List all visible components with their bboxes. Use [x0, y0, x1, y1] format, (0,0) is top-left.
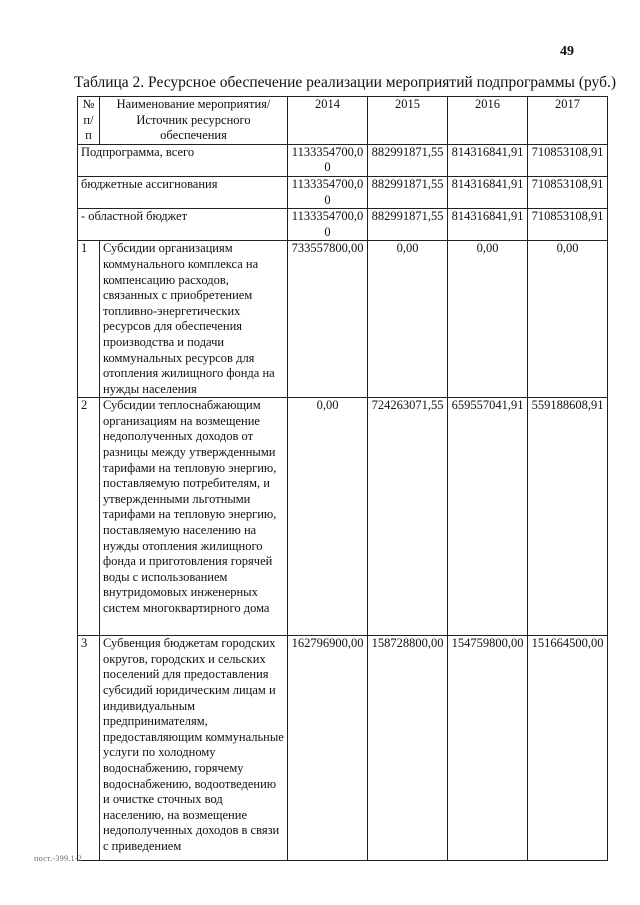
- footer-stamp: пост.-399.1-2: [34, 854, 83, 863]
- row-label: бюджетные ассигнования: [78, 176, 288, 208]
- amount-cell: 154759800,00: [448, 636, 528, 861]
- amount-cell: 814316841,91: [448, 209, 528, 241]
- header-year: 2014: [288, 97, 368, 145]
- row-label: - областной бюджет: [78, 209, 288, 241]
- row-number: 2: [78, 398, 100, 636]
- amount-cell: 0,00: [288, 398, 368, 636]
- header-year: 2015: [368, 97, 448, 145]
- amount-cell: 1133354700,00: [288, 209, 368, 241]
- amount-cell: 814316841,91: [448, 176, 528, 208]
- row-number: 1: [78, 241, 100, 398]
- resource-table: [77, 96, 608, 861]
- amount-cell: 1133354700,00: [288, 176, 368, 208]
- amount-cell: 814316841,91: [448, 144, 528, 176]
- header-year: 2017: [528, 97, 608, 145]
- header-name: Наименование мероприятия/ Источник ресурсного обеспечения: [100, 97, 288, 145]
- activity-name: Субвенция бюджетам городских округов, городских и сельских поселений для предоставления субсидий юридическим лицам и индивидуальным предпринимателям, предоставляющим коммунальные услуги по холодному водоснабжению, горячему водоснабжению, водоотведению и очистке сточных вод населению, на возмещение недополученных доходов в связи с приведением: [100, 636, 288, 861]
- amount-cell: 1133354700,00: [288, 144, 368, 176]
- page-number: 49: [560, 44, 574, 59]
- row-label: Подпрограмма, всего: [78, 144, 288, 176]
- amount-cell: 882991871,55: [368, 209, 448, 241]
- activity-name: Субсидии организациям коммунального комплекса на компенсацию расходов, связанных с приобретением топливно-энергетических ресурсов для обеспечения производства и подачи коммунальных ресурсов для отопления жилищного фонда на нужды населения: [100, 241, 288, 398]
- amount-cell: 0,00: [368, 241, 448, 398]
- amount-cell: 0,00: [448, 241, 528, 398]
- amount-cell: 882991871,55: [368, 144, 448, 176]
- amount-cell: 659557041,91: [448, 398, 528, 636]
- table-row: [78, 176, 608, 208]
- amount-cell: 710853108,91: [528, 176, 608, 208]
- amount-cell: 162796900,00: [288, 636, 368, 861]
- amount-cell: 158728800,00: [368, 636, 448, 861]
- row-number: 3: [78, 636, 100, 861]
- activity-name: Субсидии теплоснабжающим организациям на возмещение недополученных доходов от разницы между утвержденными тарифами на тепловую энергию, поставляемую потребителям, и утвержденными льготными тарифами на тепловую энергию, поставляемую населению на нужды отопления жилищного фонда и приготовления горячей воды с использованием внутридомовых инженерных систем многоквартирного дома: [100, 398, 288, 636]
- table-row: [78, 241, 608, 398]
- amount-cell: 559188608,91: [528, 398, 608, 636]
- table-row: [78, 398, 608, 636]
- header-year: 2016: [448, 97, 528, 145]
- amount-cell: 724263071,55: [368, 398, 448, 636]
- amount-cell: 733557800,00: [288, 241, 368, 398]
- amount-cell: 710853108,91: [528, 209, 608, 241]
- table-title: Таблица 2. Ресурсное обеспечение реализации мероприятий подпрограммы (руб.): [74, 74, 617, 91]
- amount-cell: 882991871,55: [368, 176, 448, 208]
- amount-cell: 151664500,00: [528, 636, 608, 861]
- table-row: [78, 144, 608, 176]
- amount-cell: 0,00: [528, 241, 608, 398]
- header-num: № п/п: [78, 97, 100, 145]
- table-row: [78, 636, 608, 861]
- amount-cell: 710853108,91: [528, 144, 608, 176]
- table-header-row: [78, 97, 608, 145]
- table-row: [78, 209, 608, 241]
